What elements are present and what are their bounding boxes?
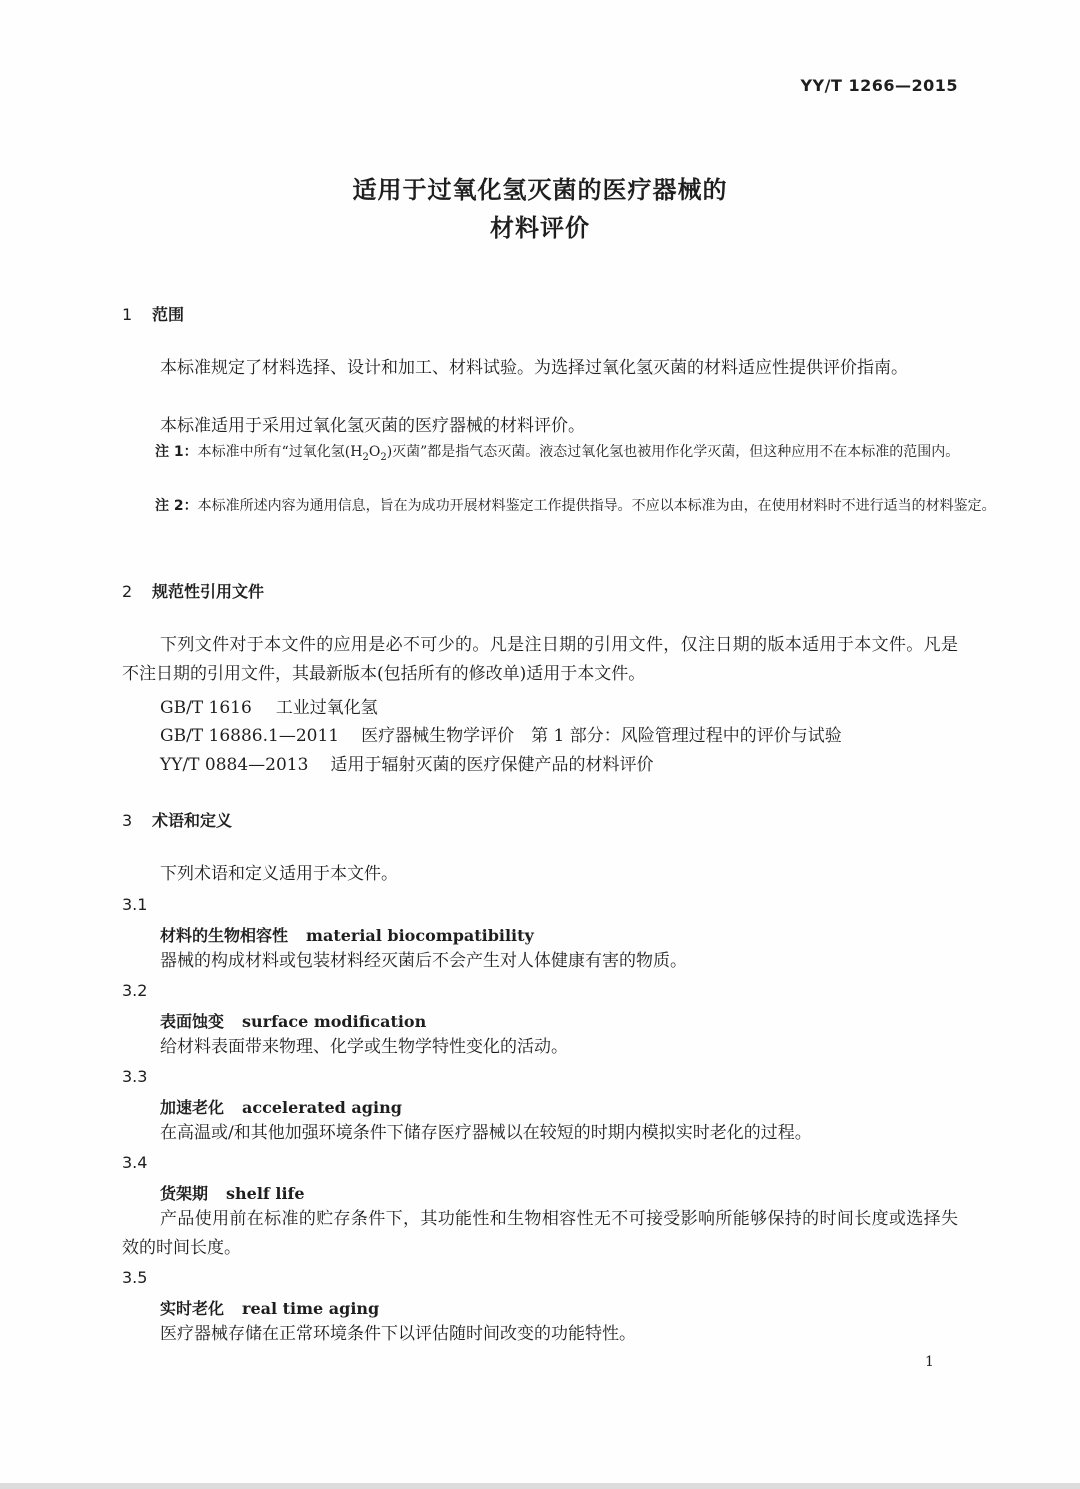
term-number: 3.5	[122, 1268, 148, 1287]
term-definition: 器械的构成材料或包装材料经灭菌后不会产生对人体健康有害的物质。	[160, 951, 687, 971]
reference-code: YY/T 0884—2013	[160, 755, 309, 775]
section-title: 术语和定义	[152, 811, 233, 830]
reference-title: 医疗器械生物学评价 第 1 部分：风险管理过程中的评价与试验	[361, 726, 842, 746]
section-1-heading	[122, 302, 184, 325]
term-definition: 医疗器械存储在正常环境条件下以评估随时间改变的功能特性。	[160, 1324, 636, 1344]
note-2: 注 2：本标准所述内容为通用信息，旨在为成功开展材料鉴定工作提供指导。不应以本标准为由，在使用材料时不进行适当的材料鉴定。	[155, 498, 996, 514]
document-title-line2: 材料评价	[490, 214, 590, 242]
reference-code: GB/T 16886.1—2011	[160, 726, 340, 746]
section-number: 1	[122, 305, 133, 324]
section-1-paragraph-2: 本标准适用于采用过氧化氢灭菌的医疗器械的材料评价。	[160, 416, 585, 436]
term-heading: 加速老化 accelerated aging	[160, 1098, 402, 1117]
term-heading: 货架期 shelf life	[160, 1184, 305, 1203]
reference-code: GB/T 1616	[160, 698, 252, 718]
reference-title: 适用于辐射灭菌的医疗保健产品的材料评价	[330, 755, 654, 775]
term-heading: 实时老化 real time aging	[160, 1299, 380, 1318]
standard-code: YY/T 1266—2015	[800, 76, 958, 95]
section-title: 范围	[152, 305, 185, 324]
normative-reference	[160, 721, 842, 746]
note-1: 注 1：本标准中所有“过氧化氢$(H_2O_2)$灭菌”都是指气态灭菌。液态过氧化氢也被用作化学灭菌，但这种应用不在本标准的范围内。	[155, 444, 960, 463]
section-number: 3	[122, 811, 133, 830]
section-1-paragraph-1: 本标准规定了材料选择、设计和加工、材料试验。为选择过氧化氢灭菌的材料适应性提供评价指南。	[160, 358, 908, 378]
term-number: 3.4	[122, 1153, 148, 1172]
page-number: 1	[925, 1354, 934, 1370]
section-3-intro: 下列术语和定义适用于本文件。	[160, 864, 398, 884]
normative-reference	[160, 750, 653, 775]
section-number: 2	[122, 582, 133, 601]
section-2-paragraph: 下列文件对于本文件的应用是必不可少的。凡是注日期的引用文件，仅注日期的版本适用于本文件。凡是不注日期的引用文件，其最新版本(包括所有的修改单)适用于本文件。	[122, 635, 958, 684]
section-3-heading	[122, 808, 232, 831]
note-label: 注 1：	[155, 444, 198, 460]
term-definition: 给材料表面带来物理、化学或生物学特性变化的活动。	[160, 1037, 568, 1057]
term-definition: 产品使用前在标准的贮存条件下，其功能性和生物相容性无不可接受影响所能够保持的时间长度或选择失效的时间长度。	[122, 1209, 958, 1258]
term-heading: 表面蚀变 surface modification	[160, 1012, 427, 1031]
document-title-line1: 适用于过氧化氢灭菌的医疗器械的	[352, 176, 728, 204]
normative-reference	[160, 693, 378, 718]
term-number: 3.2	[122, 981, 148, 1000]
term-number: 3.1	[122, 895, 148, 914]
section-title: 规范性引用文件	[152, 582, 265, 601]
term-number: 3.3	[122, 1067, 148, 1086]
term-heading: 材料的生物相容性 material biocompatibility	[160, 926, 534, 945]
note-label: 注 2：	[155, 498, 198, 514]
reference-title: 工业过氧化氢	[275, 698, 378, 718]
section-2-heading	[122, 579, 264, 602]
page-bottom-edge	[0, 1483, 1080, 1489]
term-definition: 在高温或/和其他加强环境条件下储存医疗器械以在较短的时期内模拟实时老化的过程。	[160, 1123, 812, 1143]
